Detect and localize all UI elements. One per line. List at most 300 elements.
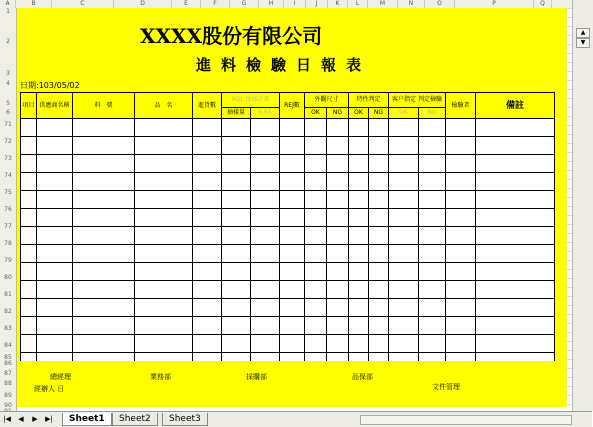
table-cell[interactable] [389, 227, 419, 245]
column-letter[interactable]: C [52, 0, 114, 8]
table-cell[interactable] [135, 245, 193, 263]
footer-label-qa: 品保部 [352, 373, 373, 381]
table-cell[interactable] [389, 317, 419, 335]
column-letter[interactable]: K [328, 0, 348, 8]
table-cell[interactable] [193, 137, 222, 155]
table-cell[interactable] [476, 281, 555, 299]
table-cell[interactable] [349, 191, 369, 209]
row-number[interactable]: 82 [4, 308, 12, 315]
table-cell[interactable] [389, 299, 419, 317]
column-letter[interactable]: P [455, 0, 534, 8]
sheet-tab-bar [0, 411, 592, 427]
table-cell[interactable] [73, 209, 135, 227]
table-cell[interactable] [37, 335, 73, 353]
row-number[interactable]: 73 [4, 155, 12, 162]
table-cell[interactable] [369, 263, 389, 281]
table-cell[interactable] [135, 137, 193, 155]
row-number[interactable]: 2 [6, 38, 10, 45]
table-cell[interactable] [446, 227, 476, 245]
table-cell[interactable] [349, 155, 369, 173]
table-cell[interactable] [327, 281, 349, 299]
table-cell[interactable] [251, 263, 280, 281]
table-cell[interactable] [280, 263, 305, 281]
sheet-tab-3[interactable]: Sheet3 [162, 413, 208, 426]
row-header-bar [0, 8, 17, 411]
table-cell[interactable] [476, 263, 555, 281]
table-cell[interactable] [222, 173, 251, 191]
column-letter[interactable]: G [230, 0, 259, 8]
table-cell[interactable] [21, 317, 37, 335]
table-cell[interactable] [21, 119, 37, 137]
table-cell[interactable] [73, 227, 135, 245]
column-letter[interactable]: M [368, 0, 398, 8]
row-number[interactable]: 74 [4, 172, 12, 179]
table-cell[interactable] [37, 173, 73, 191]
table-cell[interactable] [369, 299, 389, 317]
table-cell[interactable] [305, 155, 327, 173]
table-cell[interactable] [73, 335, 135, 353]
row-number[interactable]: 75 [4, 189, 12, 196]
report-title: 進料檢驗日報表 [196, 56, 372, 74]
table-cell[interactable] [21, 263, 37, 281]
row-number[interactable]: 79 [4, 257, 12, 264]
table-cell[interactable] [21, 209, 37, 227]
table-cell[interactable] [135, 173, 193, 191]
table-cell[interactable] [251, 155, 280, 173]
table-cell[interactable] [446, 245, 476, 263]
column-heading: 進貨數 [193, 93, 222, 119]
sheet-tab-2[interactable]: Sheet2 [112, 413, 158, 426]
table-cell[interactable] [305, 191, 327, 209]
prev-sheet-icon[interactable]: ◀ [18, 415, 24, 423]
column-heading: REJ數 [280, 93, 305, 119]
table-cell[interactable] [280, 335, 305, 353]
table-cell[interactable] [349, 227, 369, 245]
table-cell[interactable] [222, 155, 251, 173]
table-cell[interactable] [349, 119, 369, 137]
table-row [21, 227, 555, 245]
table-cell[interactable] [446, 137, 476, 155]
table-row [21, 263, 555, 281]
table-cell[interactable] [305, 263, 327, 281]
column-letter[interactable]: F [201, 0, 230, 8]
table-cell[interactable] [193, 317, 222, 335]
table-cell[interactable] [251, 281, 280, 299]
table-cell[interactable] [446, 281, 476, 299]
table-cell[interactable] [419, 119, 446, 137]
row-number[interactable]: 76 [4, 206, 12, 213]
table-cell[interactable] [349, 245, 369, 263]
table-cell[interactable] [193, 281, 222, 299]
table-cell[interactable] [193, 155, 222, 173]
table-cell[interactable] [222, 299, 251, 317]
table-cell[interactable] [280, 299, 305, 317]
table-cell[interactable] [251, 335, 280, 353]
table-cell[interactable] [21, 299, 37, 317]
table-cell[interactable] [419, 209, 446, 227]
column-heading: 客户指定 判定檢驗 [389, 93, 446, 108]
table-cell[interactable] [476, 137, 555, 155]
sub-heading: 0.65 [251, 108, 280, 119]
footer-label-handler: 經辦人 日 [34, 385, 65, 393]
table-cell[interactable] [327, 263, 349, 281]
horizontal-scrollbar[interactable] [360, 415, 572, 425]
table-cell[interactable] [419, 335, 446, 353]
inspection-table[interactable] [20, 92, 555, 371]
table-cell[interactable] [37, 137, 73, 155]
table-cell[interactable] [419, 245, 446, 263]
table-cell[interactable] [222, 191, 251, 209]
table-cell[interactable] [349, 209, 369, 227]
table-cell[interactable] [305, 173, 327, 191]
table-cell[interactable] [419, 137, 446, 155]
table-cell[interactable] [327, 119, 349, 137]
table-cell[interactable] [419, 299, 446, 317]
row-number[interactable]: 89 [4, 392, 12, 399]
row-number[interactable]: 4 [6, 80, 10, 87]
table-cell[interactable] [193, 191, 222, 209]
table-cell[interactable] [37, 227, 73, 245]
table-cell[interactable] [369, 245, 389, 263]
table-cell[interactable] [21, 155, 37, 173]
column-heading: 品 名 [135, 93, 193, 119]
table-cell[interactable] [280, 191, 305, 209]
row-number[interactable]: 84 [4, 342, 12, 349]
table-cell[interactable] [222, 245, 251, 263]
table-cell[interactable] [21, 137, 37, 155]
table-cell[interactable] [419, 155, 446, 173]
table-cell[interactable] [21, 173, 37, 191]
table-cell[interactable] [21, 227, 37, 245]
table-cell[interactable] [349, 137, 369, 155]
table-cell[interactable] [419, 317, 446, 335]
sub-heading: 抽樣量 [222, 108, 251, 119]
row-number[interactable]: 6 [6, 109, 10, 116]
table-cell[interactable] [73, 281, 135, 299]
table-cell[interactable] [369, 281, 389, 299]
table-cell[interactable] [389, 137, 419, 155]
table-cell[interactable] [135, 209, 193, 227]
row-number[interactable]: 81 [4, 291, 12, 298]
table-cell[interactable] [222, 137, 251, 155]
table-cell[interactable] [327, 173, 349, 191]
table-cell[interactable] [21, 191, 37, 209]
table-cell[interactable] [251, 119, 280, 137]
table-cell[interactable] [369, 209, 389, 227]
row-number[interactable]: 86 [4, 360, 12, 367]
table-cell[interactable] [327, 335, 349, 353]
table-cell[interactable] [37, 119, 73, 137]
table-cell[interactable] [476, 173, 555, 191]
column-letter[interactable]: B [16, 0, 52, 8]
table-cell[interactable] [305, 119, 327, 137]
table-cell[interactable] [389, 209, 419, 227]
table-cell[interactable] [135, 317, 193, 335]
column-heading: 項目 [21, 93, 37, 119]
sub-heading: NG [327, 108, 349, 119]
table-cell[interactable] [305, 209, 327, 227]
table-cell[interactable] [135, 119, 193, 137]
row-number[interactable]: 85 [4, 354, 12, 361]
table-row [21, 245, 555, 263]
table-cell[interactable] [73, 317, 135, 335]
table-cell[interactable] [305, 335, 327, 353]
header-row-1 [21, 93, 555, 108]
table-row [21, 299, 555, 317]
row-number[interactable]: 72 [4, 138, 12, 145]
table-cell[interactable] [193, 335, 222, 353]
table-cell[interactable] [446, 119, 476, 137]
table-cell[interactable] [193, 119, 222, 137]
footer-label-sales: 業務部 [150, 373, 171, 381]
table-cell[interactable] [135, 281, 193, 299]
table-cell[interactable] [305, 281, 327, 299]
table-cell[interactable] [222, 317, 251, 335]
table-cell[interactable] [327, 227, 349, 245]
table-cell[interactable] [21, 335, 37, 353]
table-cell[interactable] [419, 191, 446, 209]
table-cell[interactable] [419, 263, 446, 281]
table-cell[interactable] [193, 227, 222, 245]
column-letter[interactable]: H [259, 0, 284, 8]
table-cell[interactable] [37, 317, 73, 335]
table-cell[interactable] [222, 281, 251, 299]
column-heading: 備註 [476, 93, 555, 119]
next-sheet-icon[interactable]: ▶ [32, 415, 38, 423]
table-cell[interactable] [369, 173, 389, 191]
column-letter[interactable]: L [348, 0, 368, 8]
table-cell[interactable] [73, 155, 135, 173]
table-cell[interactable] [37, 209, 73, 227]
table-cell[interactable] [327, 191, 349, 209]
table-cell[interactable] [476, 191, 555, 209]
column-letter[interactable]: E [172, 0, 201, 8]
column-letter[interactable]: D [114, 0, 172, 8]
table-cell[interactable] [280, 245, 305, 263]
row-number[interactable]: 5 [6, 100, 10, 107]
table-cell[interactable] [222, 335, 251, 353]
table-cell[interactable] [222, 209, 251, 227]
table-cell[interactable] [476, 317, 555, 335]
table-cell[interactable] [135, 299, 193, 317]
row-number[interactable]: 77 [4, 223, 12, 230]
table-cell[interactable] [389, 173, 419, 191]
row-number[interactable]: 1 [6, 8, 10, 15]
table-cell[interactable] [327, 245, 349, 263]
table-cell[interactable] [369, 335, 389, 353]
table-cell[interactable] [476, 227, 555, 245]
table-cell[interactable] [280, 119, 305, 137]
column-letter[interactable]: O [425, 0, 455, 8]
table-cell[interactable] [419, 281, 446, 299]
table-cell[interactable] [305, 245, 327, 263]
table-cell[interactable] [280, 209, 305, 227]
table-cell[interactable] [476, 245, 555, 263]
table-cell[interactable] [222, 119, 251, 137]
table-cell[interactable] [135, 263, 193, 281]
table-cell[interactable] [251, 227, 280, 245]
sub-heading: OK [305, 108, 327, 119]
table-cell[interactable] [305, 137, 327, 155]
table-cell[interactable] [37, 263, 73, 281]
table-cell[interactable] [446, 173, 476, 191]
table-cell[interactable] [446, 317, 476, 335]
last-sheet-icon[interactable]: ▶| [45, 415, 53, 423]
table-cell[interactable] [369, 137, 389, 155]
table-cell[interactable] [349, 299, 369, 317]
table-cell[interactable] [193, 209, 222, 227]
column-letter[interactable]: I [284, 0, 306, 8]
table-cell[interactable] [446, 155, 476, 173]
table-cell[interactable] [305, 227, 327, 245]
table-row [21, 209, 555, 227]
report-date: 日期:103/05/02 [20, 81, 80, 90]
table-cell[interactable] [251, 317, 280, 335]
table-cell[interactable] [349, 335, 369, 353]
table-cell[interactable] [327, 209, 349, 227]
table-cell[interactable] [349, 281, 369, 299]
table-cell[interactable] [73, 119, 135, 137]
table-cell[interactable] [389, 191, 419, 209]
table-cell[interactable] [389, 335, 419, 353]
table-cell[interactable] [251, 209, 280, 227]
table-cell[interactable] [389, 263, 419, 281]
table-cell[interactable] [476, 209, 555, 227]
table-cell[interactable] [37, 245, 73, 263]
table-cell[interactable] [73, 173, 135, 191]
table-cell[interactable] [193, 173, 222, 191]
table-cell[interactable] [37, 281, 73, 299]
table-cell[interactable] [73, 263, 135, 281]
table-cell[interactable] [280, 281, 305, 299]
table-row [21, 173, 555, 191]
column-heading: 特性判定 [349, 93, 389, 108]
scroll-up-icon[interactable]: ▲ [576, 28, 590, 38]
table-cell[interactable] [419, 227, 446, 245]
column-heading: 外觀尺寸 [305, 93, 349, 108]
table-cell[interactable] [476, 299, 555, 317]
table-cell[interactable] [193, 263, 222, 281]
table-cell[interactable] [280, 317, 305, 335]
vertical-scrollbar[interactable] [572, 0, 593, 411]
footer-label-gm: 總經理 [50, 373, 71, 381]
table-cell[interactable] [369, 191, 389, 209]
column-letter[interactable]: Q [534, 0, 552, 8]
table-cell[interactable] [327, 299, 349, 317]
table-cell[interactable] [21, 245, 37, 263]
table-cell[interactable] [222, 263, 251, 281]
table-row [21, 335, 555, 353]
table-row [21, 137, 555, 155]
table-cell[interactable] [476, 119, 555, 137]
table-cell[interactable] [446, 191, 476, 209]
first-sheet-icon[interactable]: |◀ [3, 415, 11, 423]
table-cell[interactable] [251, 173, 280, 191]
table-cell[interactable] [419, 173, 446, 191]
column-heading: 檢驗者 [446, 93, 476, 119]
table-cell[interactable] [73, 137, 135, 155]
table-cell[interactable] [73, 245, 135, 263]
row-number[interactable]: 90 [4, 402, 12, 409]
table-cell[interactable] [476, 155, 555, 173]
table-cell[interactable] [251, 299, 280, 317]
table-cell[interactable] [389, 155, 419, 173]
footer-label-docs: 文件管理 [432, 383, 460, 391]
table-cell[interactable] [389, 119, 419, 137]
table-cell[interactable] [446, 299, 476, 317]
table-cell[interactable] [193, 299, 222, 317]
table-cell[interactable] [73, 299, 135, 317]
table-cell[interactable] [349, 173, 369, 191]
sub-heading: NG [369, 108, 389, 119]
table-cell[interactable] [280, 227, 305, 245]
table-cell[interactable] [251, 191, 280, 209]
column-letter[interactable]: N [398, 0, 425, 8]
table-cell[interactable] [349, 317, 369, 335]
row-number[interactable]: 83 [4, 325, 12, 332]
table-cell[interactable] [193, 245, 222, 263]
table-row [21, 119, 555, 137]
table-cell[interactable] [369, 155, 389, 173]
table-cell[interactable] [327, 317, 349, 335]
row-number[interactable]: 87 [4, 370, 12, 377]
table-cell[interactable] [222, 227, 251, 245]
row-number[interactable]: 3 [6, 70, 10, 77]
sheet-tab-1[interactable]: Sheet1 [62, 413, 112, 426]
row-number[interactable]: 71 [4, 121, 12, 128]
table-row [21, 191, 555, 209]
table-cell[interactable] [327, 137, 349, 155]
scroll-down-icon[interactable]: ▼ [576, 38, 590, 48]
row-number[interactable]: 88 [4, 380, 12, 387]
row-number[interactable]: 80 [4, 274, 12, 281]
table-cell[interactable] [135, 155, 193, 173]
table-cell[interactable] [280, 137, 305, 155]
table-cell[interactable] [135, 191, 193, 209]
table-cell[interactable] [446, 335, 476, 353]
table-cell[interactable] [305, 299, 327, 317]
table-cell[interactable] [251, 245, 280, 263]
table-cell[interactable] [327, 155, 349, 173]
table-cell[interactable] [476, 335, 555, 353]
table-cell[interactable] [135, 227, 193, 245]
table-cell[interactable] [37, 299, 73, 317]
table-cell[interactable] [446, 263, 476, 281]
table-cell[interactable] [37, 191, 73, 209]
table-cell[interactable] [73, 191, 135, 209]
row-number[interactable]: 78 [4, 240, 12, 247]
table-cell[interactable] [280, 155, 305, 173]
table-cell[interactable] [305, 317, 327, 335]
table-cell[interactable] [369, 317, 389, 335]
table-cell[interactable] [446, 209, 476, 227]
column-letter[interactable]: J [306, 0, 328, 8]
table-cell[interactable] [135, 335, 193, 353]
table-cell[interactable] [21, 281, 37, 299]
table-cell[interactable] [389, 281, 419, 299]
table-cell[interactable] [369, 119, 389, 137]
column-letter[interactable]: A [0, 0, 16, 8]
table-cell[interactable] [349, 263, 369, 281]
table-row [21, 155, 555, 173]
table-cell[interactable] [369, 227, 389, 245]
table-cell[interactable] [389, 245, 419, 263]
table-cell[interactable] [37, 155, 73, 173]
footer-label-purchase: 採購部 [246, 373, 267, 381]
table-cell[interactable] [280, 173, 305, 191]
table-cell[interactable] [251, 137, 280, 155]
column-heading: 供應商名稱 [37, 93, 73, 119]
